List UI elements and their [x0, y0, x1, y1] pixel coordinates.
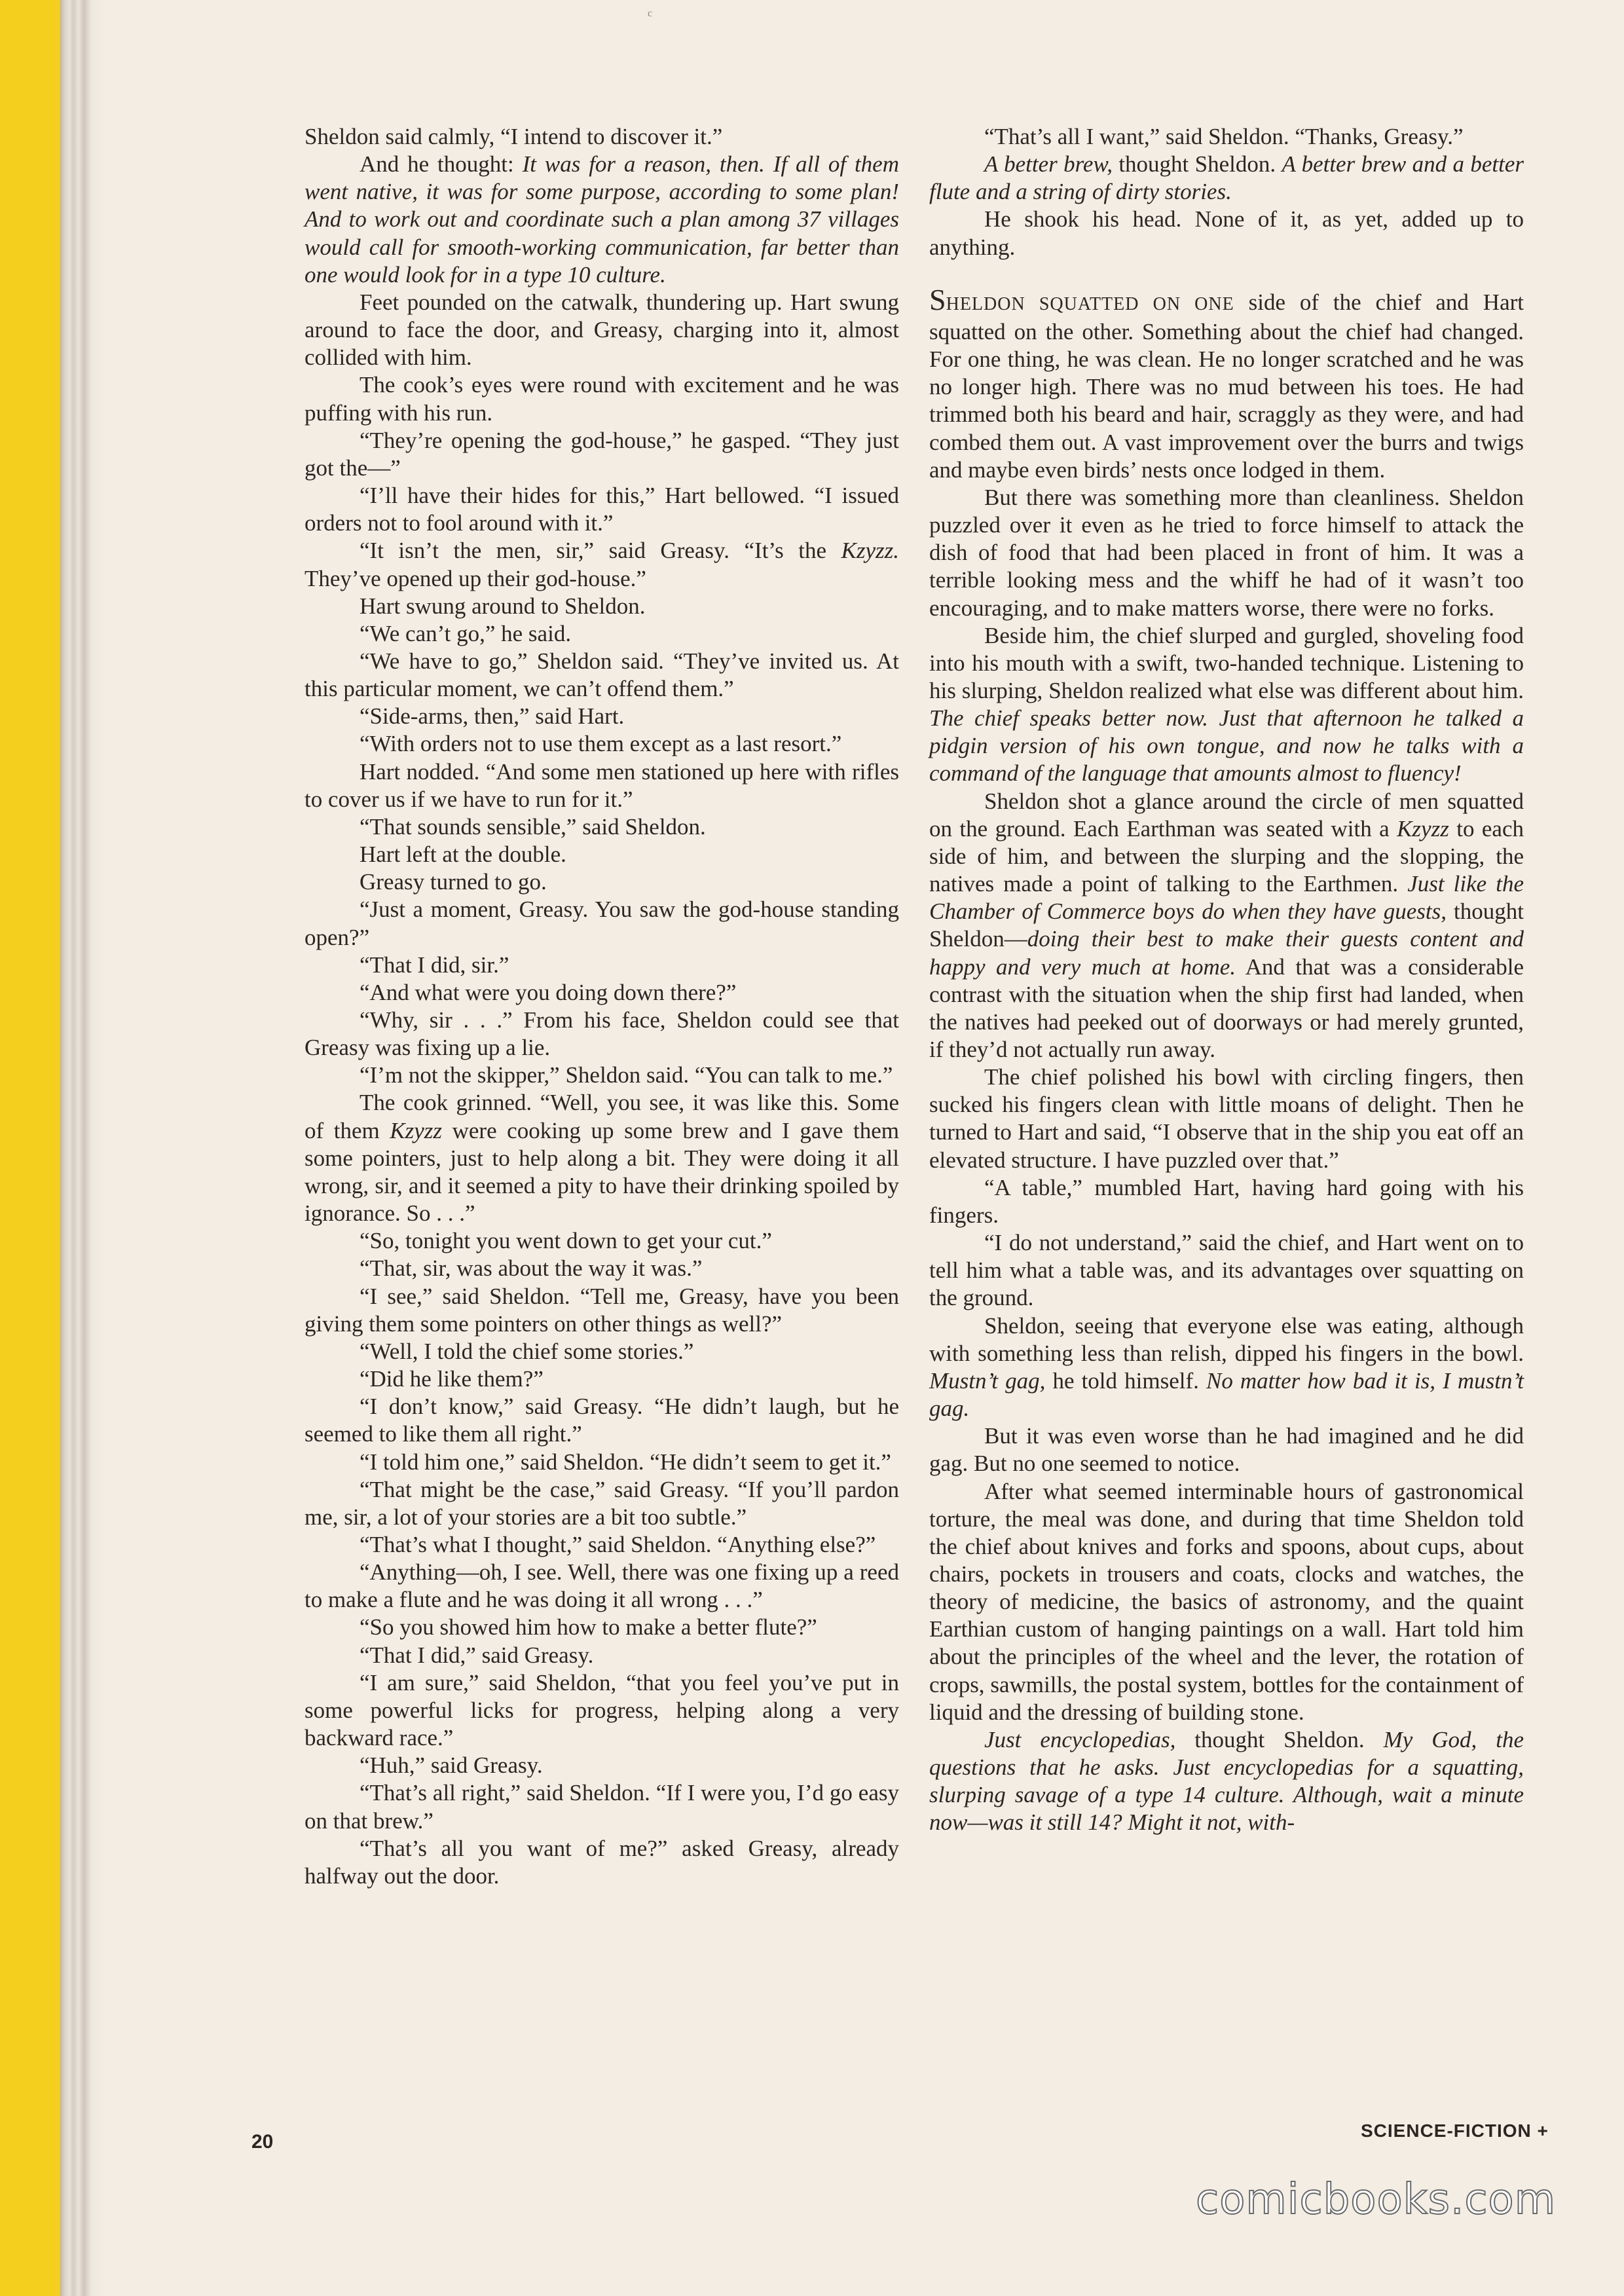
paragraph — [929, 1422, 1524, 1477]
paragraph — [304, 1365, 899, 1393]
paragraph — [304, 289, 899, 371]
paragraph — [304, 482, 899, 537]
text-run: he told himself. — [1045, 1367, 1206, 1394]
paragraph — [304, 648, 899, 703]
text-run: “Side-arms, then,” said Hart. — [360, 703, 625, 730]
paragraph — [304, 1007, 899, 1062]
text-run: But it was even worse than he had imagined and he did gag. But no one seemed to notice. — [929, 1423, 1524, 1477]
paragraph — [304, 1393, 899, 1448]
text-run: “I do not understand,” said the chief, and Hart went on to tell him what a table was, and its advantages over squatting on the ground. — [929, 1230, 1524, 1311]
text-run: “Why, sir . . .” From his face, Sheldon could see that Greasy was fixing up a lie. — [304, 1007, 899, 1061]
paragraph — [304, 952, 899, 979]
text-run: “Did he like them?” — [360, 1366, 544, 1392]
paragraph — [304, 537, 899, 592]
paragraph — [304, 1669, 899, 1752]
right-text-column — [929, 123, 1524, 1837]
paragraph — [929, 1726, 1524, 1837]
text-run: The cook’s eyes were round with excitement and he was puffing with his run. — [304, 372, 899, 426]
text-run: “That’s what I thought,” said Sheldon. “Anything else?” — [360, 1531, 876, 1557]
paragraph — [304, 979, 899, 1007]
top-mark: c — [648, 8, 653, 19]
paragraph — [304, 1089, 899, 1227]
text-run: “That’s all right,” said Sheldon. “If I were you, I’d go easy on that brew.” — [304, 1780, 899, 1834]
paragraph — [929, 151, 1524, 206]
text-run: Hart nodded. “And some men stationed up here with rifles to cover us if we have to run for it.” — [304, 758, 899, 812]
text-run: And that was a considerable contrast with the situation when the ship first had landed, when the natives had peeked out of doorways or had merely grunted, if they’d not actually run away. — [929, 954, 1524, 1062]
paragraph — [304, 841, 899, 868]
paragraph — [304, 620, 899, 648]
paragraph — [929, 1064, 1524, 1174]
text-run: thought Sheldon. — [1175, 1726, 1384, 1752]
paragraph — [304, 730, 899, 758]
text-run: S — [929, 282, 946, 316]
text-run: “I don’t know,” said Greasy. “He didn’t laugh, but he seemed to like them all right.” — [304, 1394, 899, 1447]
watermark-logo: comicbooks.com — [1196, 2176, 1557, 2224]
italic-text: It was for a reason, then. If all of them went native, it was for some purpose, according to some plan! — [304, 151, 899, 205]
italic-text: doing their best to make their guests content and happy and very much at home. — [929, 926, 1524, 980]
paragraph — [304, 123, 899, 151]
left-text-column — [304, 123, 899, 1890]
paragraph — [304, 593, 899, 620]
paragraph — [929, 622, 1524, 788]
text-run: Feet pounded on the catwalk, thundering up. Hart swung around to face the door, and Greasy, charging into it, almost collided with him. — [304, 289, 899, 371]
paragraph — [929, 123, 1524, 151]
italic-text: And to work out and coordinate such a plan among 37 villages would call for smooth-working communication, far better than one would look for in a type 10 culture. — [304, 206, 899, 287]
text-run: “So you showed him how to make a better flute?” — [360, 1614, 817, 1640]
text-run: “That sounds sensible,” said Sheldon. — [360, 813, 706, 840]
paragraph — [304, 1283, 899, 1338]
text-run: “Just a moment, Greasy. You saw the god-house standing open?” — [304, 897, 899, 950]
text-run: The cook grinned. “Well, you see, it was like this. Some of them — [304, 1090, 899, 1143]
text-run: “I’m not the skipper,” Sheldon said. “You can talk to me.” — [360, 1062, 893, 1088]
paragraph — [929, 484, 1524, 622]
italic-text: Kzyzz. — [841, 538, 899, 564]
paragraph — [304, 1338, 899, 1365]
paragraph — [304, 813, 899, 841]
paragraph — [304, 1476, 899, 1531]
italic-text: Kzyzz — [390, 1117, 443, 1143]
text-run: “Anything—oh, I see. Well, there was one fixing up a reed to make a flute and he was doing it all wrong . . .” — [304, 1559, 899, 1613]
text-run: They’ve opened up their god-house.” — [304, 565, 646, 591]
text-run: “With orders not to use them except as a last resort.” — [360, 731, 842, 757]
text-run: Sheldon shot a glance around the circle of men squatted on the ground. Each Earthman was seated with a — [929, 788, 1524, 842]
italic-text: A better brew and a better flute and a string of dirty stories. — [929, 151, 1524, 205]
italic-text: Just encyclopedias, — [984, 1726, 1176, 1752]
text-run: “Well, I told the chief some stories.” — [360, 1338, 694, 1364]
text-run: Hart swung around to Sheldon. — [360, 593, 646, 619]
italic-text: Mustn’t gag, — [929, 1367, 1046, 1394]
paragraph — [929, 788, 1524, 1064]
text-run: “We have to go,” Sheldon said. “They’ve invited us. At this particular moment, we can’t offend them.” — [304, 648, 899, 702]
text-run: “I am sure,” said Sheldon, “that you feel you’ve put in some powerful licks for progress, helping along a very backward race.” — [304, 1669, 899, 1751]
paragraph — [304, 1559, 899, 1614]
text-run: “I see,” said Sheldon. “Tell me, Greasy, have you been giving them some pointers on other things as well?” — [304, 1283, 899, 1337]
page-number: 20 — [251, 2131, 274, 2153]
italic-text: A better brew, — [984, 151, 1113, 177]
text-run: After what seemed interminable hours of gastronomical torture, the meal was done, and during that time Sheldon told the chief about knives and forks and spoons, about cups, about chairs, pockets in trousers and coats, clocks and watches, the theory of medicine, the basics of astronomy, and the quaint Earthian custom of hanging paintings on a wall. Hart told him about the principles of the wheel and the lever, the rotation of crops, sawmills, the postal system, bottles for the containment of liquid and the dressing of building stone. — [929, 1478, 1524, 1725]
text-run: But there was something more than cleanliness. Sheldon puzzled over it even as he tried to force himself to attack the dish of food that had been placed in front of him. It was a terrible looking mess and the whiff he had of it wasn’t too encouraging, and to make matters worse, there were no forks. — [929, 484, 1524, 621]
magazine-spine-edge — [0, 0, 60, 2296]
text-run: “Huh,” said Greasy. — [360, 1752, 543, 1779]
paragraph — [304, 1642, 899, 1669]
paragraph — [929, 282, 1524, 484]
text-run: “They’re opening the god-house,” he gasped. “They just got the—” — [304, 427, 899, 481]
paragraph — [304, 1835, 899, 1890]
paragraph — [304, 427, 899, 482]
text-run: “We can’t go,” he said. — [360, 620, 572, 646]
paragraph — [304, 1779, 899, 1834]
italic-text: No matter how bad it is, I mustn’t gag. — [929, 1367, 1524, 1422]
text-run: side of the chief and Hart squatted on the other. Something about the chief had changed. For one thing, he was clean. He no longer scratched and he was no longer high. There was no mud between his toes. He had trimmed both his beard and hair, scraggly as they were, and had combed them out. A vast improvement over the burrs and twigs and maybe even birds’ nests once lodged in them. — [929, 289, 1524, 483]
text-run: “That I did, sir.” — [360, 952, 509, 978]
text-run: Beside him, the chief slurped and gurgled, shoveling food into his mouth with a swift, two-handed technique. Listening to his slurping, Sheldon realized what else was different about him. — [929, 622, 1524, 703]
text-run: thought Sheldon. — [1112, 151, 1282, 177]
paragraph — [929, 1478, 1524, 1726]
text-run: He shook his head. None of it, as yet, added up to anything. — [929, 206, 1524, 260]
paragraph — [304, 758, 899, 813]
paragraph — [304, 1255, 899, 1282]
text-run: “It isn’t the men, sir,” said Greasy. “It’s the — [360, 538, 841, 564]
paragraph — [929, 1174, 1524, 1229]
text-run: HELDON SQUATTED ON ONE — [946, 293, 1234, 314]
text-run: Greasy turned to go. — [360, 869, 547, 895]
paragraph — [304, 371, 899, 426]
text-run: Hart left at the double. — [360, 842, 566, 868]
text-run: And he thought: — [360, 151, 523, 177]
text-run: Sheldon said calmly, “I intend to discover it.” — [304, 124, 723, 149]
text-run: were cooking up some brew and I gave them some pointers, just to help along a bit. They were doing it all wrong, sir, and it seemed a pity to have their drinking spoiled by ignorance. So . . .” — [304, 1117, 899, 1227]
text-run: Sheldon, seeing that everyone else was eating, although with something less than relish, dipped his fingers in the bowl. — [929, 1312, 1524, 1366]
text-run: “A table,” mumbled Hart, having hard going with his fingers. — [929, 1174, 1524, 1228]
text-run: “That might be the case,” said Greasy. “If you’ll pardon me, sir, a lot of your stories are a bit too subtle.” — [304, 1476, 899, 1530]
magazine-title-footer: SCIENCE-FICTION + — [1361, 2120, 1549, 2141]
italic-text: Kzyzz — [1397, 815, 1449, 842]
italic-text: Just like the Chamber of Commerce boys do when they have guests, — [929, 871, 1524, 925]
paragraph — [304, 1449, 899, 1476]
text-run: The chief polished his bowl with circling fingers, then sucked his fingers clean with little moans of delight. Then he turned to Hart and said, “I observe that in the ship you eat off an elevated structure. I have puzzled over that.” — [929, 1064, 1524, 1173]
text-run: “That’s all I want,” said Sheldon. “Thanks, Greasy.” — [984, 124, 1464, 149]
italic-text: The chief speaks better now. Just that afternoon he talked a pidgin version of his own tongue, and now he talks with a command of the language that amounts almost to fluency! — [929, 705, 1524, 787]
paragraph — [304, 1531, 899, 1559]
paragraph — [929, 1312, 1524, 1423]
text-run: to each side of him, and between the slurping and the slopping, the natives made a point of talking to the Earthmen. — [929, 815, 1524, 897]
text-run: thought Sheldon— — [929, 898, 1524, 952]
paragraph — [304, 868, 899, 896]
paragraph — [304, 703, 899, 730]
text-run: “And what were you doing down there?” — [360, 979, 737, 1005]
paragraph — [304, 1227, 899, 1255]
paragraph — [304, 1062, 899, 1089]
text-run: “That, sir, was about the way it was.” — [360, 1255, 703, 1282]
paragraph — [304, 896, 899, 951]
text-run: “That’s all you want of me?” asked Greasy, already halfway out the door. — [304, 1835, 899, 1889]
paragraph — [929, 206, 1524, 261]
text-run: “So, tonight you went down to get your cut.” — [360, 1228, 772, 1254]
italic-text: My God, the questions that he asks. Just encyclopedias for a squatting, slurping savage of a type 14 culture. Although, wait a minute now—was it still 14? Might it not, with- — [929, 1726, 1524, 1836]
paragraph — [304, 1752, 899, 1779]
page-gutter-shadow — [60, 0, 106, 2296]
text-run: “I told him one,” said Sheldon. “He didn’t seem to get it.” — [360, 1449, 891, 1475]
text-run: “I’ll have their hides for this,” Hart bellowed. “I issued orders not to fool around with it.” — [304, 483, 899, 536]
paragraph — [929, 1229, 1524, 1312]
paragraph — [304, 1614, 899, 1641]
text-run: “That I did,” said Greasy. — [360, 1642, 594, 1668]
paragraph — [304, 151, 899, 289]
